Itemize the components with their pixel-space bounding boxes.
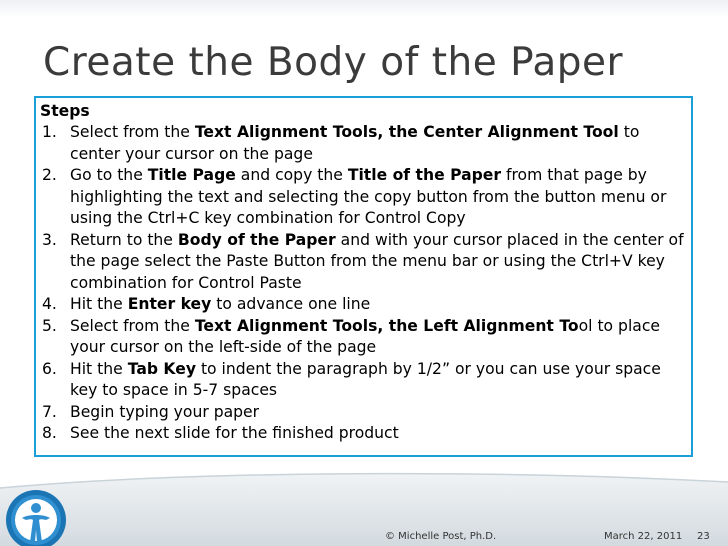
step-number: 3. <box>42 230 57 249</box>
steps-list <box>40 122 685 445</box>
step-text: Select from the <box>70 123 195 141</box>
step-number: 5. <box>42 316 57 335</box>
top-decorative-band <box>0 0 728 18</box>
step-text: Begin typing your paper <box>70 402 260 421</box>
step-number: 7. <box>42 402 57 421</box>
step-text: Return to the <box>70 230 178 249</box>
step-text: from that page by highlighting the text and selecting the copy button from the button menu or using the Ctrl+C key combination for Control Copy <box>70 166 667 227</box>
step-emphasis: Tab Key <box>127 359 196 378</box>
footer-author: © Michelle Post, Ph.D. <box>385 531 497 542</box>
step-item <box>40 359 685 402</box>
step-item <box>40 294 685 316</box>
step-emphasis: Text Alignment Tools, the Left Alignment To <box>194 316 579 335</box>
step-number: 2. <box>42 166 57 184</box>
step-text: Hit the <box>70 295 128 313</box>
step-text: to indent the paragraph by 1/2” or you can use your space key to space in 5-7 spaces <box>70 359 661 399</box>
step-emphasis: Title of the Paper <box>347 166 502 184</box>
step-emphasis: Enter key <box>127 295 212 313</box>
step-text: and copy the <box>235 166 348 184</box>
steps-heading: Steps <box>40 102 90 120</box>
step-number: 8. <box>42 424 57 442</box>
step-number: 1. <box>42 123 57 141</box>
step-item <box>40 316 685 359</box>
step-emphasis: Title Page <box>147 166 236 184</box>
step-number: 6. <box>42 359 57 378</box>
step-emphasis: Text Alignment Tools, the Center Alignment Tool <box>194 123 619 141</box>
step-item <box>40 230 685 295</box>
slide-title: Create the Body of the Paper <box>43 40 624 85</box>
step-text: to advance one line <box>211 295 371 313</box>
steps-content-box <box>34 96 693 457</box>
step-item <box>40 165 685 230</box>
step-number: 4. <box>42 295 57 313</box>
step-item <box>40 402 685 424</box>
step-text: See the next slide for the finished product <box>70 424 399 442</box>
step-text: and with your cursor placed in the center of the page select the Paste Button from the menu bar or using the Ctrl+V key combination for Control Paste <box>70 230 684 292</box>
step-text: to center your cursor on the page <box>70 123 640 163</box>
step-text: ol to place your cursor on the left-side of the page <box>70 316 661 356</box>
step-text: Select from the <box>70 316 195 335</box>
step-text: Go to the <box>70 166 148 184</box>
step-emphasis: Body of the Paper <box>177 230 336 249</box>
footer-page-number: 23 <box>697 531 710 542</box>
step-item <box>40 423 685 445</box>
step-text: Hit the <box>70 359 128 378</box>
human-figure-logo-icon <box>0 480 72 546</box>
step-item <box>40 122 685 165</box>
footer-date: March 22, 2011 <box>604 531 683 542</box>
